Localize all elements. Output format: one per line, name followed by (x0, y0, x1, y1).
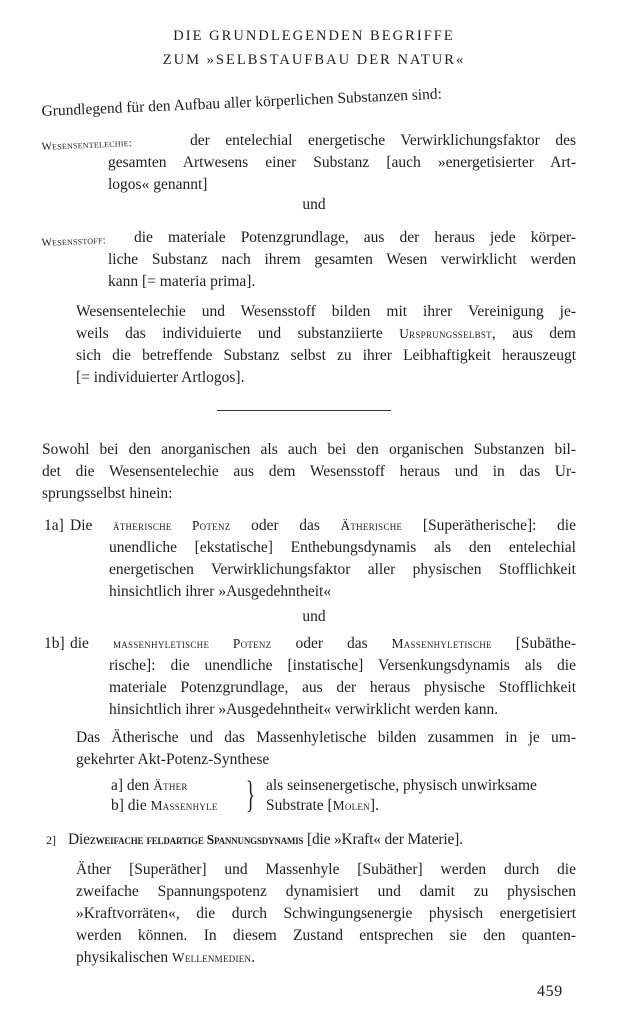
item-text: oder das (251, 517, 320, 534)
term-ursprungsselbst: Ursprungsselbst (399, 326, 492, 341)
list-label-a: a] (111, 777, 124, 794)
item-1b-number: 1b] (44, 635, 65, 652)
para4-line-1: Äther [Superäther] und Massenhyle [Subäther] werden durch die (76, 861, 576, 878)
term-aetherische-potenz: ätherische Potenz (112, 518, 231, 533)
term-massenhyletische: Massenhyletische (391, 636, 492, 651)
heading-line-1: DIE GRUNDLEGENDEN BEGRIFFE (173, 28, 455, 44)
para1-line-2 (76, 324, 576, 344)
para1-text: , aus dem (491, 325, 576, 342)
para4-line-2: zweifache Spannungspotenz dynamisiert und damit zu physischen (76, 883, 576, 900)
item-text: [Superätherische]: die (422, 517, 576, 534)
item-1a-line-3: energetischen Verwirklichungsfaktor aller physischen Stofflichkeit (109, 561, 576, 578)
und-connector-2: und (302, 608, 326, 625)
intro-text (41, 85, 443, 122)
und-connector-1: und (302, 196, 326, 213)
term-spannungsdynamis: zweifache feldartige Spannungsdynamis (89, 832, 304, 847)
item-1b-line-2: rische]: die unendliche [instatische] Versenkungsdynamis als die (109, 657, 576, 674)
list-text: ]. (369, 797, 379, 814)
def1-line-3: logos« genannt] (108, 176, 208, 193)
item-text: [Subäthe- (515, 635, 577, 652)
para4-line-3: »Kraftvorräten«, die durch Schwingungsenergie physisch energetisiert (76, 905, 576, 922)
item-1a-line-2: unendliche [ekstatische] Enthebungsdynamis als den entelechial (109, 539, 576, 556)
def2-line-1: die materiale Potenzgrundlage, aus der heraus jede körper- (134, 229, 576, 246)
para3-line-1: Das Ätherische und das Massenhyletische bilden zusammen in je um- (76, 729, 576, 746)
term-wesensstoff: Wesensstoff: (41, 234, 107, 250)
para4-line-4: werden können. In diesem Zustand entsprechen sie den quanten- (76, 927, 576, 944)
list-text: Substrate [ (266, 797, 333, 814)
list-item-b (111, 796, 218, 816)
term-aetherische: Ätherische (340, 518, 403, 533)
para2-line-1: Sowohl bei den anorganischen als auch bei den organischen Substanzen bil- (42, 441, 576, 458)
para1-line-4: [= individuierter Artlogos]. (76, 369, 245, 386)
para1-line-1: Wesensentelechie und Wesensstoff bilden mit ihrer Vereinigung je- (76, 303, 576, 320)
curly-brace-icon: } (246, 774, 256, 816)
item-text: die (70, 635, 89, 652)
item-text: Die (70, 517, 93, 534)
list-label-b: b] (111, 797, 124, 814)
list-text: den (126, 777, 150, 794)
definition-wesensstoff (42, 232, 106, 253)
para4-text: physikalischen (76, 949, 169, 966)
def2-line-2: liche Substanz nach ihrem gesamten Wesen verwirklicht werden (108, 251, 576, 268)
item-1b-line-4: hinsichtlich ihrer »Ausgedehntheit« verwirklicht werden kann. (109, 701, 499, 718)
term-molen: Molen (332, 798, 370, 813)
item-1a-number: 1a] (44, 517, 64, 534)
para4-line-5 (76, 948, 255, 968)
section-divider (217, 410, 391, 411)
para1-text: weils das individuierte und substanziierte (76, 325, 383, 342)
item-2-number: 2] (46, 833, 56, 847)
list-item-a (111, 776, 188, 796)
item-text: Die (68, 831, 90, 848)
item-1a-line-1 (70, 516, 576, 536)
para3-line-2: gekehrter Akt-Potenz-Synthese (76, 751, 270, 768)
item-1b-line-1 (70, 634, 576, 654)
term-massenhyle: Massenhyle (150, 798, 218, 813)
intro-sentence: Grundlegend für den Aufbau aller körperlichen Substanzen sind: (41, 85, 443, 121)
heading-line-2: ZUM »SELBSTAUFBAU DER NATUR« (162, 52, 466, 68)
item-text: [die »Kraft« der Materie]. (307, 831, 463, 848)
para2-line-2: det die Wesensentelechie aus dem Wesensstoff heraus und in das Ur- (42, 463, 576, 480)
para1-line-3: sich die betreffende Substanz selbst zu ihrer Leibhaftigkeit herauszeugt (76, 347, 576, 364)
term-wesensentelechie: Wesensentelechie: (41, 137, 133, 154)
term-aether: Äther (153, 778, 188, 793)
item-2-line-1 (68, 830, 463, 850)
para4-text: . (251, 949, 256, 966)
item-1b-line-3: materiale Potenzgrundlage, aus der heraus physische Stofflichkeit (109, 679, 576, 696)
item-text: oder das (295, 635, 368, 652)
list-text: die (127, 797, 147, 814)
page-number: 459 (537, 983, 563, 1000)
def1-line-1: der entelechial energetische Verwirklichungsfaktor des (190, 132, 576, 149)
item-1a-line-4: hinsichtlich ihrer »Ausgedehntheit« (109, 583, 332, 600)
para2-line-3: sprungsselbst hinein: (42, 485, 173, 502)
term-massenhyletische-potenz: massenhyletische Potenz (112, 636, 272, 651)
list-right-line-1: als seinsenergetische, physisch unwirksame (266, 777, 537, 794)
list-right-line-2 (266, 796, 379, 816)
term-wellenmedien: Wellenmedien (172, 950, 252, 965)
def2-line-3: kann [= materia prima]. (108, 273, 256, 290)
def1-line-2: gesamten Artwesens einer Substanz [auch »energetisierter Art- (108, 154, 576, 171)
